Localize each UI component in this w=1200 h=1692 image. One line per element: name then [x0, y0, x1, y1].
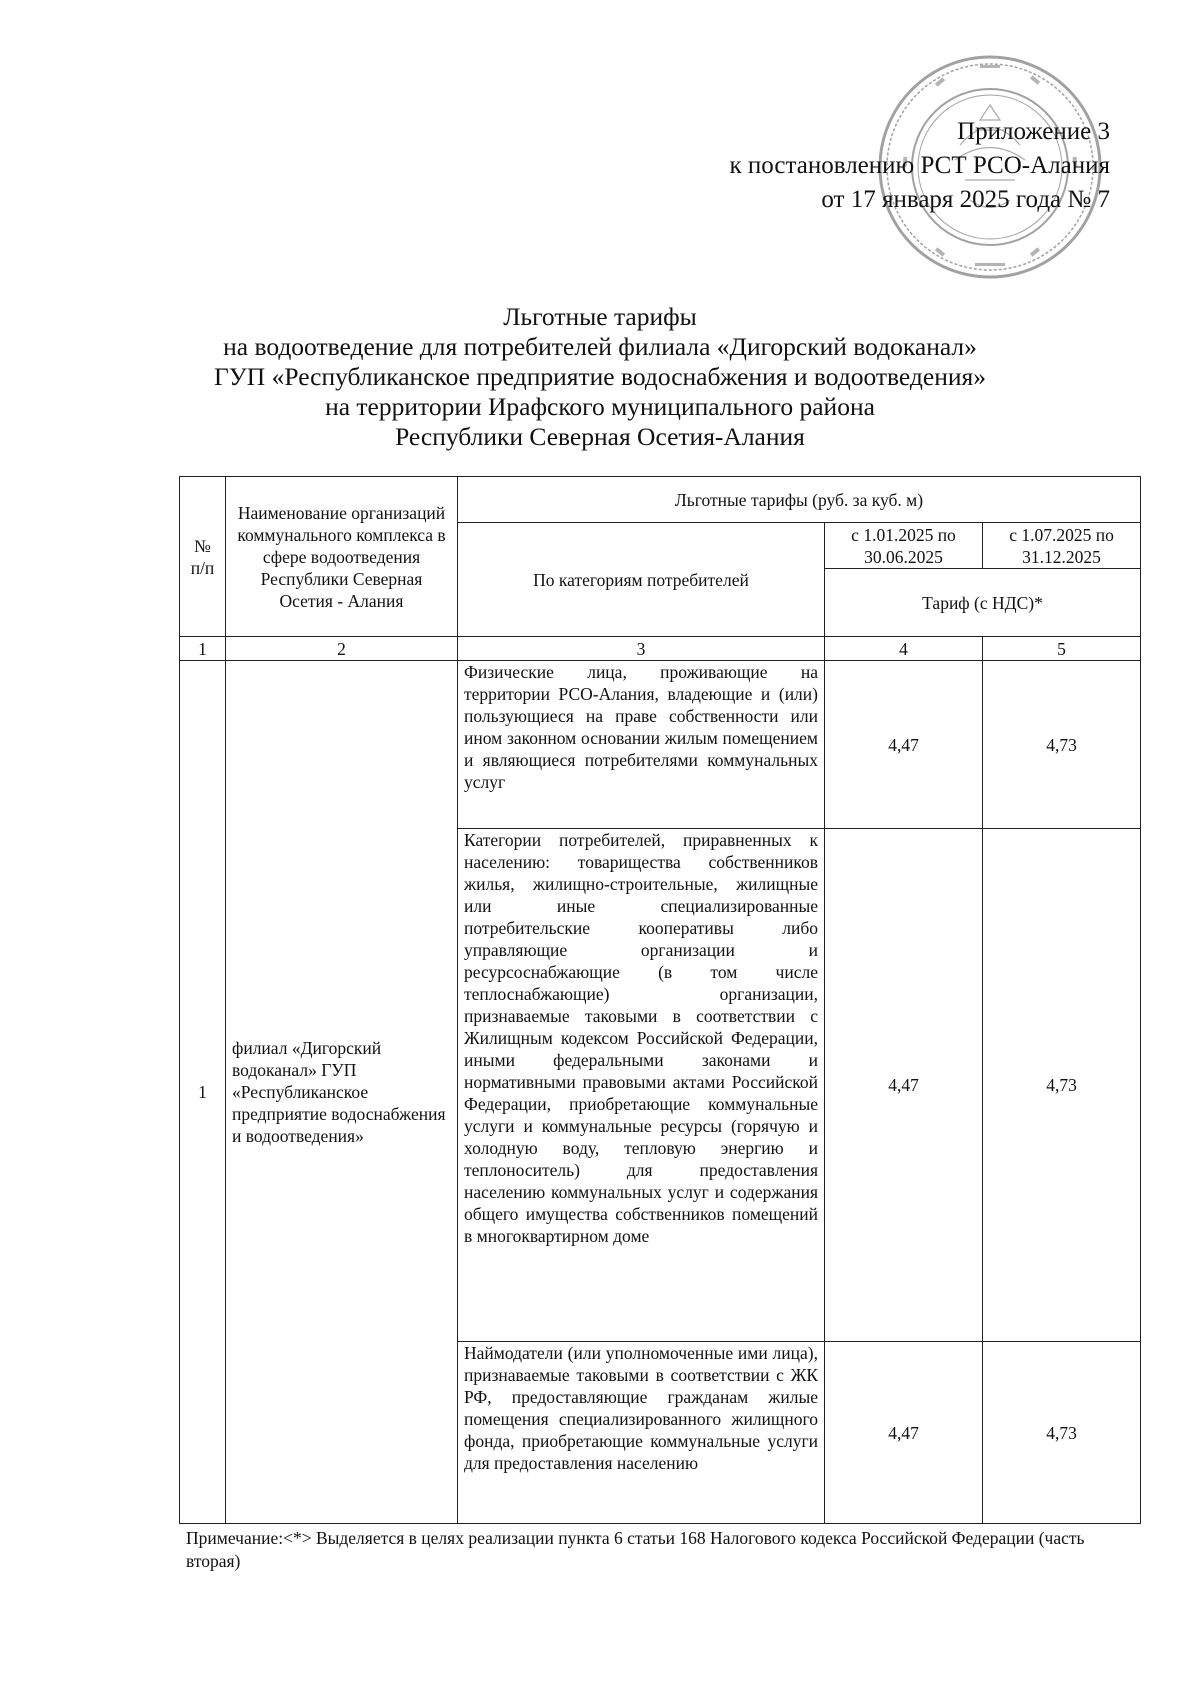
appendix-block	[730, 115, 1110, 217]
col-number: 5	[983, 637, 1141, 661]
col-number: 1	[180, 637, 226, 661]
title-line-1: Льготные тарифы	[503, 302, 697, 331]
row-num: 1	[180, 661, 226, 1524]
tariffs-table	[179, 476, 1141, 1524]
row-org: филиал «Дигорский водоканал» ГУП «Республиканское предприятие водоснабжения и водоотведения»	[226, 661, 458, 1524]
title-line-4: на территории Ирафского муниципального района	[325, 392, 875, 421]
header-org: Наименование организаций коммунального комплекса в сфере водоотведения Республики Северная Осетия - Алания	[226, 477, 458, 637]
tariff-value: 4,47	[825, 1342, 983, 1524]
footnote: Примечание:<*> Выделяется в целях реализации пункта 6 статьи 168 Налогового кодекса Российской Федерации (часть вторая)	[186, 1528, 1085, 1571]
title-line-3: ГУП «Республиканское предприятие водоснабжения и водоотведения»	[214, 362, 986, 391]
header-period-1: с 1.01.2025 по 30.06.2025	[825, 523, 983, 569]
category-text: Физические лица, проживающие на территории РСО-Алания, владеющие и (или) пользующиеся на праве собственности или ином законном основании жилым помещением и являющиеся потребителями коммунальных услуг	[458, 661, 825, 829]
category-text: Наймодатели (или уполномоченные ими лица), признаваемые таковыми в соответствии с ЖК РФ, предоставляющие гражданам жилые помещения специализированного жилищного фонда, приобретающие коммунальные услуги для предоставления населению	[458, 1342, 825, 1524]
tariff-value: 4,73	[983, 1342, 1141, 1524]
header-category: По категориям потребителей	[458, 523, 825, 637]
column-numbers-row	[180, 637, 1141, 661]
category-text: Категории потребителей, приравненных к населению: товарищества собственников жилья, жилищно-строительные, жилищные или иные специализированные потребительские кооперативы либо управляющие организации и ресурсоснабжающие (в том числе теплоснабжающие) организации, признаваемые таковыми в соответствии с Жилищным кодексом Российской Федерации, иными федеральными законами и нормативными правовыми актами Российской Федерации, приобретающие коммунальные услуги и коммунальные ресурсы (горячую и холодную воду, тепловую энергию и теплоноситель) для предоставления населению коммунальных услуг и содержания общего имущества собственников помещений в многоквартирном доме	[458, 829, 825, 1342]
header-period-2: с 1.07.2025 по 31.12.2025	[983, 523, 1141, 569]
tariff-value: 4,73	[983, 661, 1141, 829]
document-title	[150, 302, 1050, 452]
title-line-2: на водоотведение для потребителей филиала «Дигорский водоканал»	[223, 332, 977, 361]
appendix-resolution: к постановлению РСТ РСО-Алания	[729, 152, 1110, 179]
appendix-number: Приложение 3	[957, 118, 1110, 145]
header-num: № п/п	[180, 477, 226, 637]
col-number: 2	[226, 637, 458, 661]
title-line-5: Республики Северная Осетия-Алания	[395, 422, 805, 451]
tariff-value: 4,73	[983, 829, 1141, 1342]
tariff-value: 4,47	[825, 829, 983, 1342]
appendix-date: от 17 января 2025 года № 7	[821, 186, 1110, 213]
table-row	[180, 661, 1141, 829]
header-tariff-vat: Тариф (с НДС)*	[825, 569, 1141, 637]
tariff-value: 4,47	[825, 661, 983, 829]
col-number: 3	[458, 637, 825, 661]
header-tariffs-group: Льготные тарифы (руб. за куб. м)	[458, 477, 1141, 523]
col-number: 4	[825, 637, 983, 661]
